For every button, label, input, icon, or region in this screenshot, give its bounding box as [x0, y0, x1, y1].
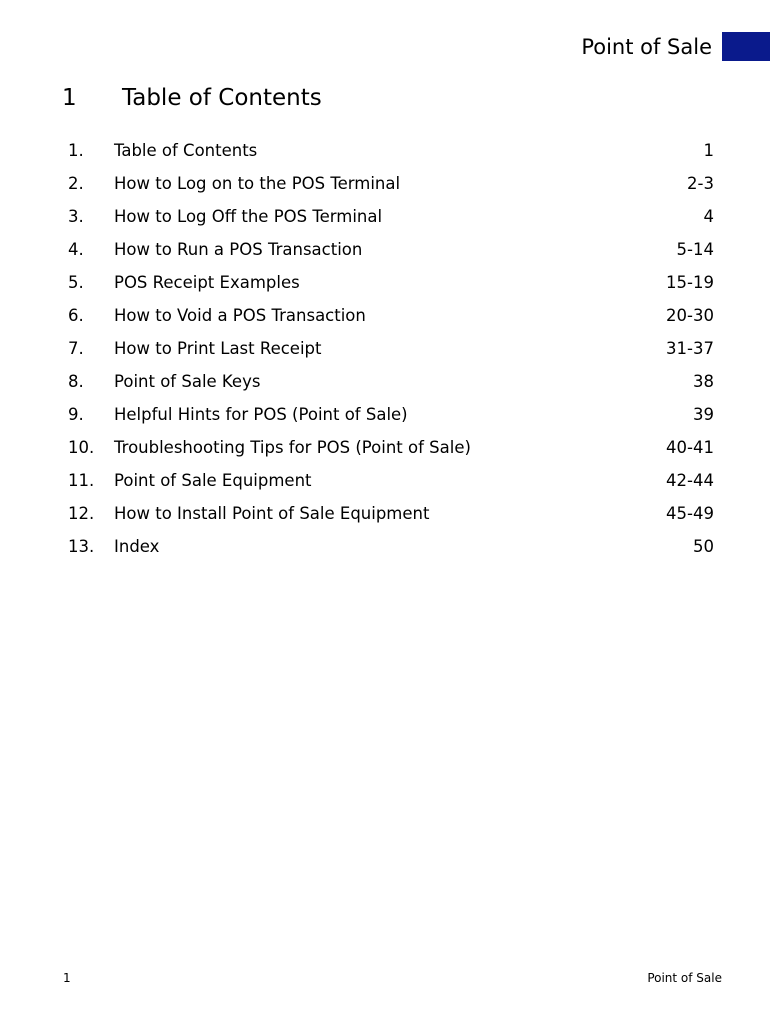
- toc-entry-number: 9.: [68, 405, 84, 424]
- toc-entry-number: 1.: [68, 141, 84, 160]
- toc-entry-label: Index: [114, 537, 160, 556]
- header-title: Point of Sale: [581, 35, 712, 59]
- toc-entry-pages: 50: [693, 537, 714, 556]
- toc-entry-label: POS Receipt Examples: [114, 273, 300, 292]
- toc-entry: [68, 501, 714, 534]
- toc-entry-pages: 31-37: [666, 339, 714, 358]
- toc-entry-number: 7.: [68, 339, 84, 358]
- toc-entry-label: Troubleshooting Tips for POS (Point of Sale): [114, 438, 471, 457]
- toc-entry-label: How to Run a POS Transaction: [114, 240, 363, 259]
- toc-entry: [68, 303, 714, 336]
- table-of-contents: [68, 138, 714, 567]
- toc-entry-label: How to Install Point of Sale Equipment: [114, 504, 430, 523]
- toc-entry-number: 2.: [68, 174, 84, 193]
- footer-page-number: 1: [63, 971, 71, 985]
- toc-entry-pages: 39: [693, 405, 714, 424]
- toc-entry-pages: 2-3: [687, 174, 714, 193]
- toc-entry-label: Point of Sale Keys: [114, 372, 261, 391]
- footer-title: Point of Sale: [647, 971, 722, 985]
- toc-entry-label: How to Log Off the POS Terminal: [114, 207, 383, 226]
- header-accent-block: [722, 32, 770, 61]
- toc-entry-label: How to Void a POS Transaction: [114, 306, 366, 325]
- toc-entry: [68, 468, 714, 501]
- toc-entry-number: 5.: [68, 273, 84, 292]
- toc-entry: [68, 237, 714, 270]
- toc-entry: [68, 270, 714, 303]
- toc-entry: [68, 402, 714, 435]
- toc-entry: [68, 171, 714, 204]
- toc-entry-label: How to Log on to the POS Terminal: [114, 174, 401, 193]
- section-number: 1: [62, 85, 77, 111]
- toc-entry-number: 10.: [68, 438, 95, 457]
- toc-entry-number: 6.: [68, 306, 84, 325]
- toc-entry-label: Helpful Hints for POS (Point of Sale): [114, 405, 408, 424]
- toc-entry: [68, 138, 714, 171]
- toc-entry-label: Table of Contents: [114, 141, 258, 160]
- toc-entry-pages: 20-30: [666, 306, 714, 325]
- toc-entry-pages: 4: [703, 207, 714, 226]
- section-heading: [62, 83, 322, 113]
- toc-entry-number: 12.: [68, 504, 95, 523]
- toc-entry-number: 13.: [68, 537, 95, 556]
- toc-entry-pages: 5-14: [676, 240, 714, 259]
- toc-entry: [68, 336, 714, 369]
- toc-entry: [68, 435, 714, 468]
- toc-entry-pages: 38: [693, 372, 714, 391]
- toc-entry: [68, 534, 714, 567]
- toc-entry-label: Point of Sale Equipment: [114, 471, 312, 490]
- toc-entry-pages: 40-41: [666, 438, 714, 457]
- toc-entry: [68, 369, 714, 402]
- toc-entry-number: 3.: [68, 207, 84, 226]
- toc-entry-label: How to Print Last Receipt: [114, 339, 322, 358]
- toc-entry-pages: 1: [703, 141, 714, 160]
- toc-entry-number: 11.: [68, 471, 95, 490]
- section-title: Table of Contents: [122, 85, 322, 111]
- toc-entry-pages: 42-44: [666, 471, 714, 490]
- toc-entry: [68, 204, 714, 237]
- toc-entry-pages: 15-19: [666, 273, 714, 292]
- toc-entry-number: 8.: [68, 372, 84, 391]
- toc-entry-number: 4.: [68, 240, 84, 259]
- toc-entry-pages: 45-49: [666, 504, 714, 523]
